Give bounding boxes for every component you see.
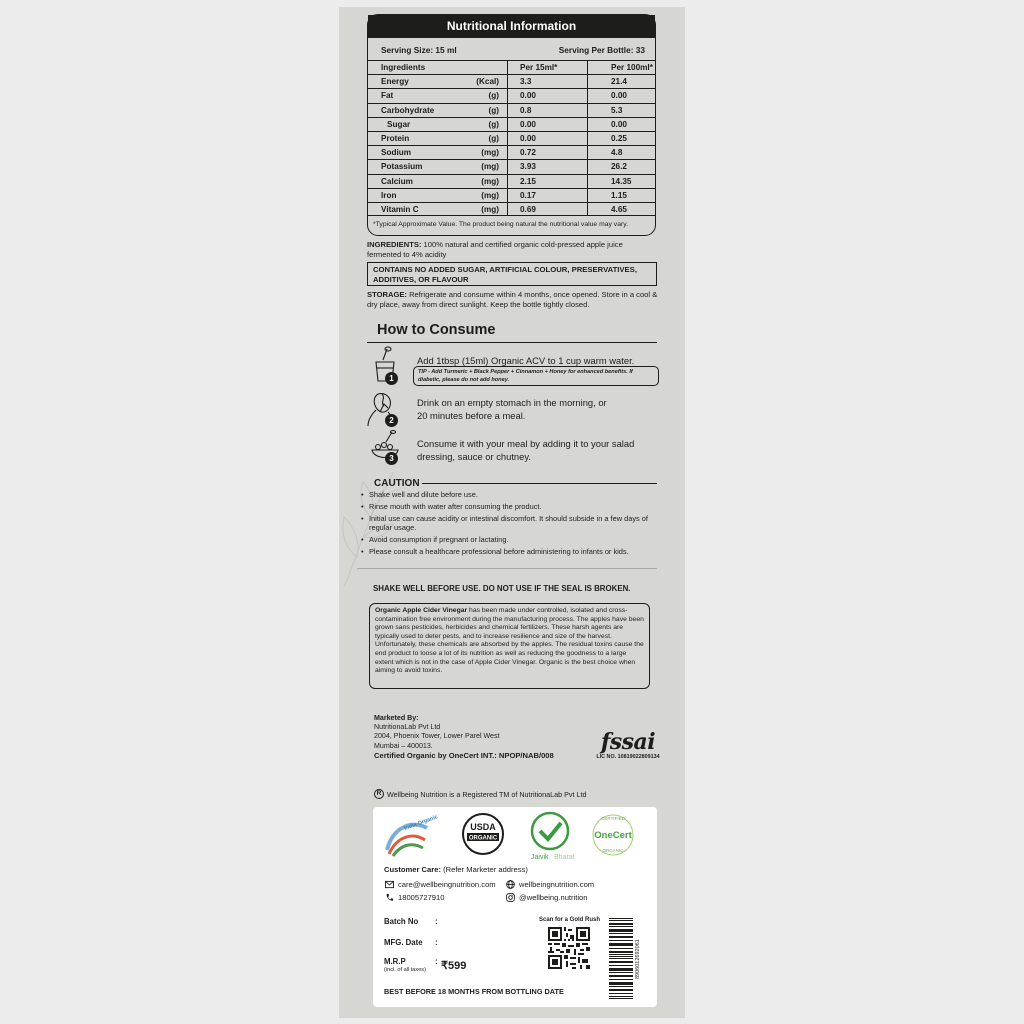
jaivik-text: Jaivik — [531, 854, 549, 861]
marketer-info — [374, 714, 584, 760]
nutrient-per-100ml: 1.15 — [611, 190, 627, 200]
nutrition-row — [368, 131, 655, 145]
nutrient-name: Sodium — [381, 148, 412, 158]
barcode-digits: 8906012692061 — [635, 939, 641, 979]
consume-divider — [367, 342, 657, 343]
nutrient-name: Sugar — [387, 119, 411, 129]
nutrient-unit: (g) — [463, 104, 508, 117]
nutrient-per-100ml: 0.00 — [611, 119, 627, 129]
usda-top-text: USDA — [470, 822, 496, 832]
nutrition-facts-table — [367, 14, 656, 236]
seal-warning: SHAKE WELL BEFORE USE. DO NOT USE IF THE SEAL IS BROKEN. — [373, 584, 631, 593]
onecert-organic-logo — [587, 811, 639, 859]
nutrient-unit: (mg) — [463, 189, 508, 202]
nutrient-unit: (g) — [463, 132, 508, 145]
step-2-text: Drink on an empty stomach in the morning, or 20 minutes before a meal. — [417, 397, 607, 421]
nutrition-row — [368, 145, 655, 159]
caution-item: • Rinse mouth with water after consuming the product. — [361, 502, 661, 511]
mfg-colon: : — [435, 938, 438, 947]
instagram-icon — [506, 893, 515, 902]
nutrition-row — [368, 88, 655, 102]
best-before: BEST BEFORE 18 MONTHS FROM BOTTLING DATE — [384, 987, 564, 996]
mfg-date-label: MFG. Date — [384, 938, 423, 947]
nutrient-per-15ml: 0.72 — [508, 146, 588, 159]
nutrition-row — [368, 174, 655, 188]
nutrition-footnote: *Typical Approximate Value. The product being natural the nutritional value may vary. — [373, 221, 629, 228]
serving-info — [368, 38, 655, 60]
customer-info-panel — [373, 807, 657, 1007]
instagram-text: @wellbeing.nutrition — [519, 893, 588, 902]
header-unit — [463, 61, 508, 74]
story-lead: Organic Apple Cider Vinegar — [375, 607, 468, 614]
nutrient-per-15ml: 2.15 — [508, 175, 588, 188]
nutrition-row — [368, 202, 655, 216]
email-text: care@wellbeingnutrition.com — [398, 880, 496, 889]
step-1-text: Add 1tbsp (15ml) Organic ACV to 1 cup warm water. — [417, 355, 635, 366]
marketer-address-1: 2004, Phoenix Tower, Lower Parel West — [374, 732, 500, 741]
nutrient-unit: (mg) — [463, 203, 508, 215]
nutrient-name: Iron — [381, 190, 397, 200]
phone-icon — [385, 893, 394, 902]
nutrient-per-100ml: 26.2 — [611, 162, 627, 172]
nutrient-per-15ml: 3.93 — [508, 160, 588, 173]
nutrient-unit: (g) — [463, 89, 508, 102]
nutrient-per-15ml: 0.00 — [508, 118, 588, 131]
nutrient-name: Vitamin C — [381, 204, 419, 214]
nutrient-unit: (Kcal) — [463, 75, 508, 88]
nutrition-row — [368, 188, 655, 202]
customer-care-label: Customer Care: — [384, 865, 441, 874]
phone-text: 18005727910 — [398, 893, 445, 902]
step-number: 1 — [385, 372, 398, 385]
marketer-name: NutritionaLab Pvt Ltd — [374, 723, 441, 732]
marketer-address-2: Mumbai – 400013. — [374, 741, 433, 750]
website-contact[interactable] — [506, 880, 594, 889]
serving-size: Serving Size: 15 ml — [381, 45, 457, 55]
ingredients-label: INGREDIENTS: — [367, 240, 422, 249]
nutrient-unit: (mg) — [463, 160, 508, 173]
nutrient-per-100ml: 5.3 — [611, 105, 623, 115]
storage-body: Refrigerate and consume within 4 months, once opened. Store in a cool & dry place, away from direct sunlight. Keep the bottle tightly closed. — [367, 290, 658, 309]
nutrient-name: Potassium — [381, 162, 423, 172]
no-additives-claim: CONTAINS NO ADDED SUGAR, ARTIFICIAL COLOUR, PRESERVATIVES, ADDITIVES, OR FLAVOUR — [367, 262, 657, 286]
how-to-consume-title: How to Consume — [377, 322, 496, 338]
caution-item: • Initial use can cause acidity or intestinal discomfort. It should subside in a few days of regular usage. — [361, 514, 661, 533]
jaivik-bharat-logo — [525, 811, 575, 863]
caution-item: • Avoid consumption if pregnant or lactating. — [361, 535, 661, 544]
nutrient-unit: (g) — [463, 118, 508, 131]
header-per-15ml: Per 15ml* — [508, 61, 588, 74]
nutrient-per-15ml: 0.00 — [508, 132, 588, 145]
usda-bottom-text: ORGANIC — [468, 835, 498, 842]
nutrient-unit: (mg) — [463, 175, 508, 188]
bharat-text: Bharat — [554, 854, 575, 861]
nutrient-per-100ml: 0.00 — [611, 91, 627, 101]
nutrition-row — [368, 159, 655, 173]
nutrient-per-15ml: 3.3 — [508, 75, 588, 88]
header-per-100ml: Per 100ml* — [611, 63, 653, 72]
nutrient-name: Calcium — [381, 176, 413, 186]
storage-text — [367, 290, 659, 309]
mrp-label: M.R.P — [384, 957, 406, 966]
usda-organic-logo — [461, 812, 505, 856]
nutrient-name: Carbohydrate — [381, 105, 435, 115]
nutrition-row — [368, 117, 655, 131]
nutrient-unit: (mg) — [463, 146, 508, 159]
nutrient-per-15ml: 0.69 — [508, 203, 588, 215]
fssai-logo: fssai — [600, 729, 656, 755]
ingredients-body: 100% natural and certified organic cold-pressed apple juice fermented to 4% acidity — [367, 240, 623, 259]
nutrient-name: Energy — [381, 77, 409, 87]
mrp-colon: : — [435, 957, 438, 966]
scan-label: Scan for a Gold Rush — [539, 917, 601, 923]
seal-divider — [357, 568, 657, 569]
mail-icon — [385, 880, 394, 889]
nutrient-per-15ml: 0.8 — [508, 104, 588, 117]
ingredients-text — [367, 240, 659, 259]
batch-no-label: Batch No — [384, 917, 419, 926]
globe-icon — [506, 880, 515, 889]
story-body: has been made under controlled, isolated and cross-contamination free environment during the manufacturing process. The apples have been grown sans pesticides, herbicides and chemical fertilizers. These harsh agents are typically used to deter pests, and to increase resilience and size of the harvest. Unfortunately, these chemicals are absorbed by the apples. The residual toxins cause the end product to loose a lot of its nutrition as well as reducing the goodness to a large extent which is not in the case of Apple Cider Vinegar. Organic is the best choice when aiming to avoid toxins. — [375, 607, 644, 675]
trademark-text: Wellbeing Nutrition is a Registered TM of NutritionaLab Pvt Ltd — [387, 789, 587, 799]
caution-divider — [422, 483, 657, 484]
onecert-ring-top: CERTIFIED — [601, 816, 625, 821]
caution-item: • Shake well and dilute before use. — [361, 490, 661, 499]
mrp-price: ₹599 — [441, 960, 467, 972]
serving-per-bottle: Serving Per Bottle: 33 — [558, 45, 645, 55]
nutrient-per-100ml: 0.25 — [611, 133, 627, 143]
tip-box: TIP - Add Turmeric + Black Pepper + Cinnamon + Honey for enhanced benefits. If diabetic, please do not add honey. — [413, 366, 659, 386]
india-organic-text: India Organic — [403, 814, 439, 832]
customer-care-note: (Refer Marketer address) — [440, 865, 528, 874]
qr-code[interactable] — [548, 927, 590, 969]
nutrient-per-15ml: 0.00 — [508, 89, 588, 102]
instagram-contact[interactable] — [506, 893, 588, 902]
nutrient-per-100ml: 14.35 — [611, 176, 632, 186]
email-contact[interactable] — [385, 880, 496, 889]
nutrient-per-15ml: 0.17 — [508, 189, 588, 202]
registered-icon: R — [374, 789, 384, 799]
caution-title: CAUTION — [374, 478, 420, 489]
batch-colon: : — [435, 917, 438, 926]
fssai-mark — [596, 730, 660, 760]
nutrition-row — [368, 74, 655, 88]
nutrition-row — [368, 103, 655, 117]
onecert-ring-bottom: ORGANIC — [602, 848, 624, 853]
step-3-text: Consume it with your meal by adding it to your salad dressing, sauce or chutney. — [417, 438, 635, 462]
caution-item: • Please consult a healthcare professional before administering to infants or kids. — [361, 547, 661, 556]
mrp-note: (incl. of all taxes) — [384, 967, 426, 973]
nutrient-per-100ml: 4.65 — [611, 204, 627, 214]
onecert-text: OneCert — [594, 830, 632, 841]
nutrition-title: Nutritional Information — [368, 15, 655, 38]
nutrient-per-100ml: 4.8 — [611, 148, 623, 158]
marketer-label: Marketed By: — [374, 714, 419, 722]
caution-list — [361, 490, 661, 558]
nutrition-header-row — [368, 60, 655, 74]
step-number: 3 — [385, 452, 398, 465]
trademark-note — [374, 789, 586, 799]
header-ingredients: Ingredients — [381, 63, 426, 72]
website-text: wellbeingnutrition.com — [519, 880, 595, 889]
nutrient-name: Protein — [381, 133, 410, 143]
nutrition-rows — [368, 60, 655, 216]
india-organic-logo — [383, 814, 439, 860]
organic-certification: Certified Organic by OneCert INT.: NPOP/NAB/008 — [374, 750, 554, 760]
step-number: 2 — [385, 414, 398, 427]
nutrient-per-100ml: 21.4 — [611, 77, 627, 87]
customer-care — [384, 865, 528, 874]
product-story-box — [369, 603, 650, 689]
fssai-license: LIC NO. 10819022809134 — [596, 754, 660, 760]
storage-label: STORAGE: — [367, 290, 407, 299]
phone-contact[interactable] — [385, 893, 444, 902]
nutrient-name: Fat — [381, 91, 394, 101]
